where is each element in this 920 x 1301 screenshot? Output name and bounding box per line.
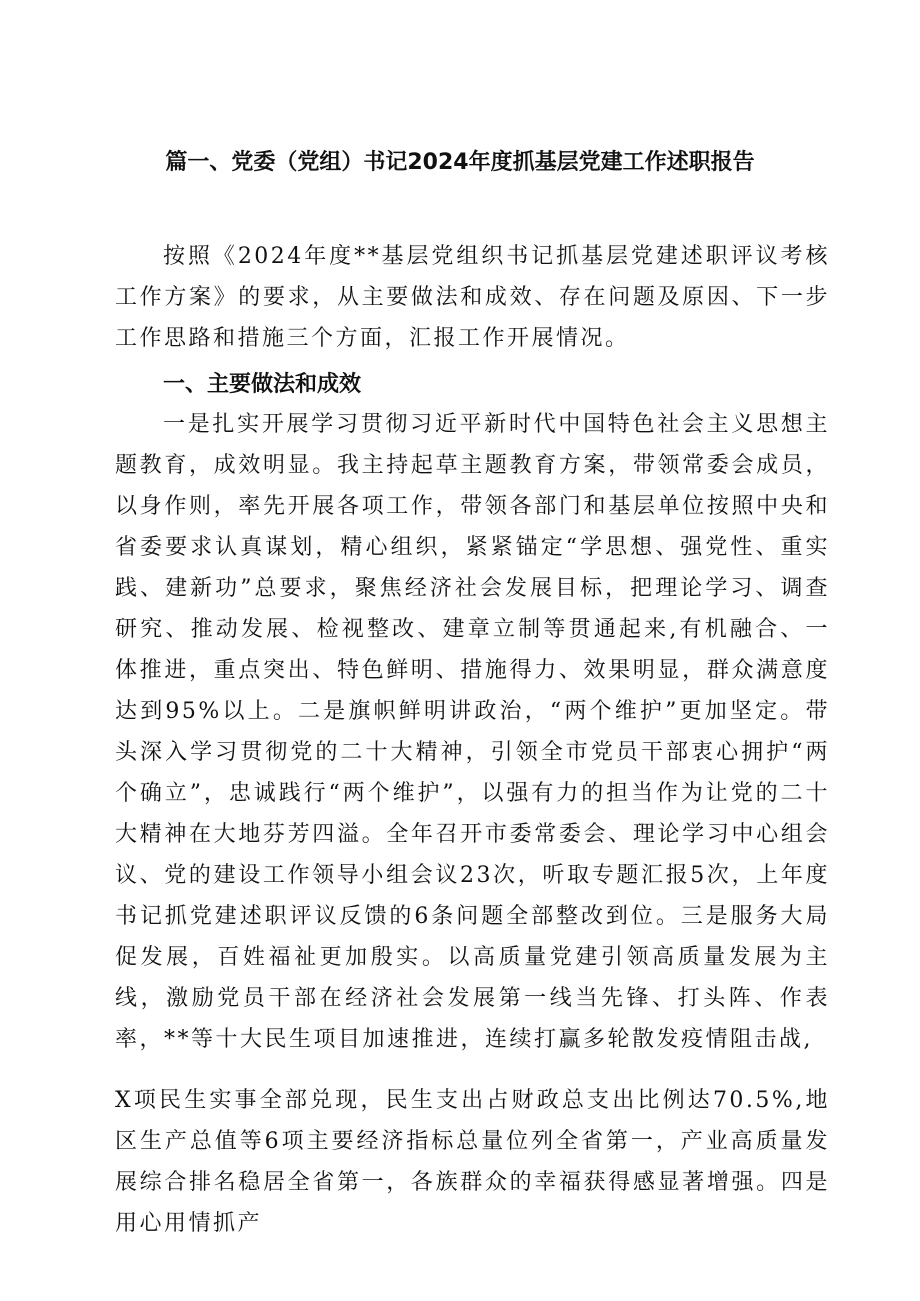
body-paragraph: 一是扎实开展学习贯彻习近平新时代中国特色社会主义思想主题教育，成效明显。我主持起草主题教育方案，带领常委会成员，以身作则，率先开展各项工作，带领各部门和基层单位按照中央和省委要求认真谋划，精心组织，紧紧锚定“学思想、强党性、重实践、建新功”总要求，聚焦经济社会发展目标，把理论学习、调查研究、推动发展、检视整改、建章立制等贯通起来,有机融合、一体推进，重点突出、特色鲜明、措施得力、效果明显，群众满意度达到95%以上。二是旗帜鲜明讲政治，“两个维护”更加坚定。带头深入学习贯彻党的二十大精神，引领全市党员干部衷心拥护“两个确立”，忠诚践行“两个维护”，以强有力的担当作为让党的二十大精神在大地芬芳四溢。全年召开市委常委会、理论学习中心组会议、党的建设工作领导小组会议23次，听取专题汇报5次，上年度书记抓党建述职评议反馈的6条问题全部整改到位。三是服务大局促发展，百姓福祉更加殷实。以高质量党建引领高质量发展为主线，激励党员干部在经济社会发展第一线当先锋、打头阵、作表率，**等十大民生项目加速推进，连续打赢多轮散发疫情阻击战,: [115, 412, 830, 1052]
continuation-paragraph: X项民生实事全部兑现，民生支出占财政总支出比例达70.5%,地区生产总值等6项主要经济指标总量位列全省第一，产业高质量发展综合排名稳居全省第一，各族群众的幸福获得感显著增强。四是用心用情抓产: [115, 1088, 830, 1236]
section-heading: 一、主要做法和成效: [163, 372, 362, 397]
intro-paragraph: 按照《2024年度**基层党组织书记抓基层党建述职评议考核工作方案》的要求，从主要做法和成效、存在问题及原因、下一步工作思路和措施三个方面，汇报工作开展情况。: [115, 244, 830, 351]
document-title: 篇一、党委（党组）书记2024年度抓基层党建工作述职报告: [165, 150, 755, 175]
